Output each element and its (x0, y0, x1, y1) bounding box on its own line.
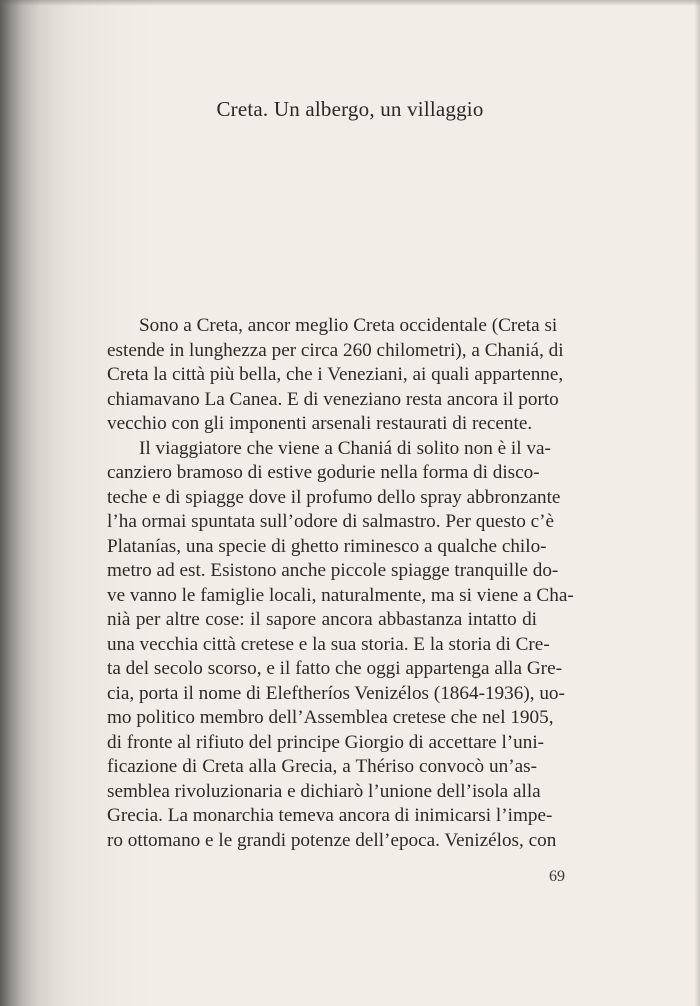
text-line: cia, porta il nome di Eleftheríos Venizélos (1864-1936), uo- (107, 682, 565, 704)
text-line: estende in lunghezza per circa 260 chilometri), a Chaniá, di (107, 339, 564, 361)
text-line: canziero bramoso di estive godurie nella forma di disco- (107, 462, 540, 483)
text-line: ro ottomano e le grandi potenze dell’epoca. Venizélos, con (107, 829, 557, 851)
text-line: semblea rivoluzionaria e dichiarò l’unione dell’isola alla (107, 780, 541, 802)
text-line: ficazione di Creta alla Grecia, a Thériso convocò un’as- (107, 756, 537, 777)
text-line: una vecchia città cretese e la sua storia. E la storia di Cre- (107, 633, 550, 655)
text-line: di fronte al rifiuto del principe Giorgio di accettare l’uni- (107, 731, 545, 753)
text-line: Grecia. La monarchia temeva ancora di inimicarsi l’impe- (107, 805, 553, 826)
text-line: nià per altre cose: il sapore ancora abbastanza intatto di (107, 609, 537, 630)
page-number: 69 (549, 868, 565, 885)
text-line: teche e di spiagge dove il profumo dello spray abbronzante (107, 486, 561, 508)
text-line: Il viaggiatore che viene a Chaniá di solito non è il va- (139, 437, 551, 459)
text-line: vecchio con gli imponenti arsenali restaurati di recente. (107, 413, 533, 434)
text-line: mo politico membro dell’Assemblea cretese che nel 1905, (107, 707, 554, 728)
text-line: ve vanno le famiglie locali, naturalmente, ma si viene a Cha- (107, 584, 574, 606)
body-text (107, 314, 574, 853)
text-line: ta del secolo scorso, e il fatto che oggi appartenga alla Gre- (107, 658, 562, 679)
text-line: Creta la città più bella, che i Veneziani, ai quali appartenne, (107, 364, 564, 385)
page-right-shadow (694, 0, 700, 1006)
text-line: l’ha ormai spuntata sull’odore di salmastro. Per questo c’è (107, 511, 555, 532)
text-line: Platanías, una specie di ghetto riminesco a qualche chilo- (107, 535, 547, 557)
text-line: metro ad est. Esistono anche piccole spiagge tranquille do- (107, 560, 559, 581)
text-line: Sono a Creta, ancor meglio Creta occidentale (Creta si (139, 315, 558, 336)
chapter-title: Creta. Un albergo, un villaggio (216, 97, 484, 121)
text-line: chiamavano La Canea. E di veneziano resta ancora il porto (107, 388, 559, 410)
page-top-shadow (0, 0, 700, 6)
